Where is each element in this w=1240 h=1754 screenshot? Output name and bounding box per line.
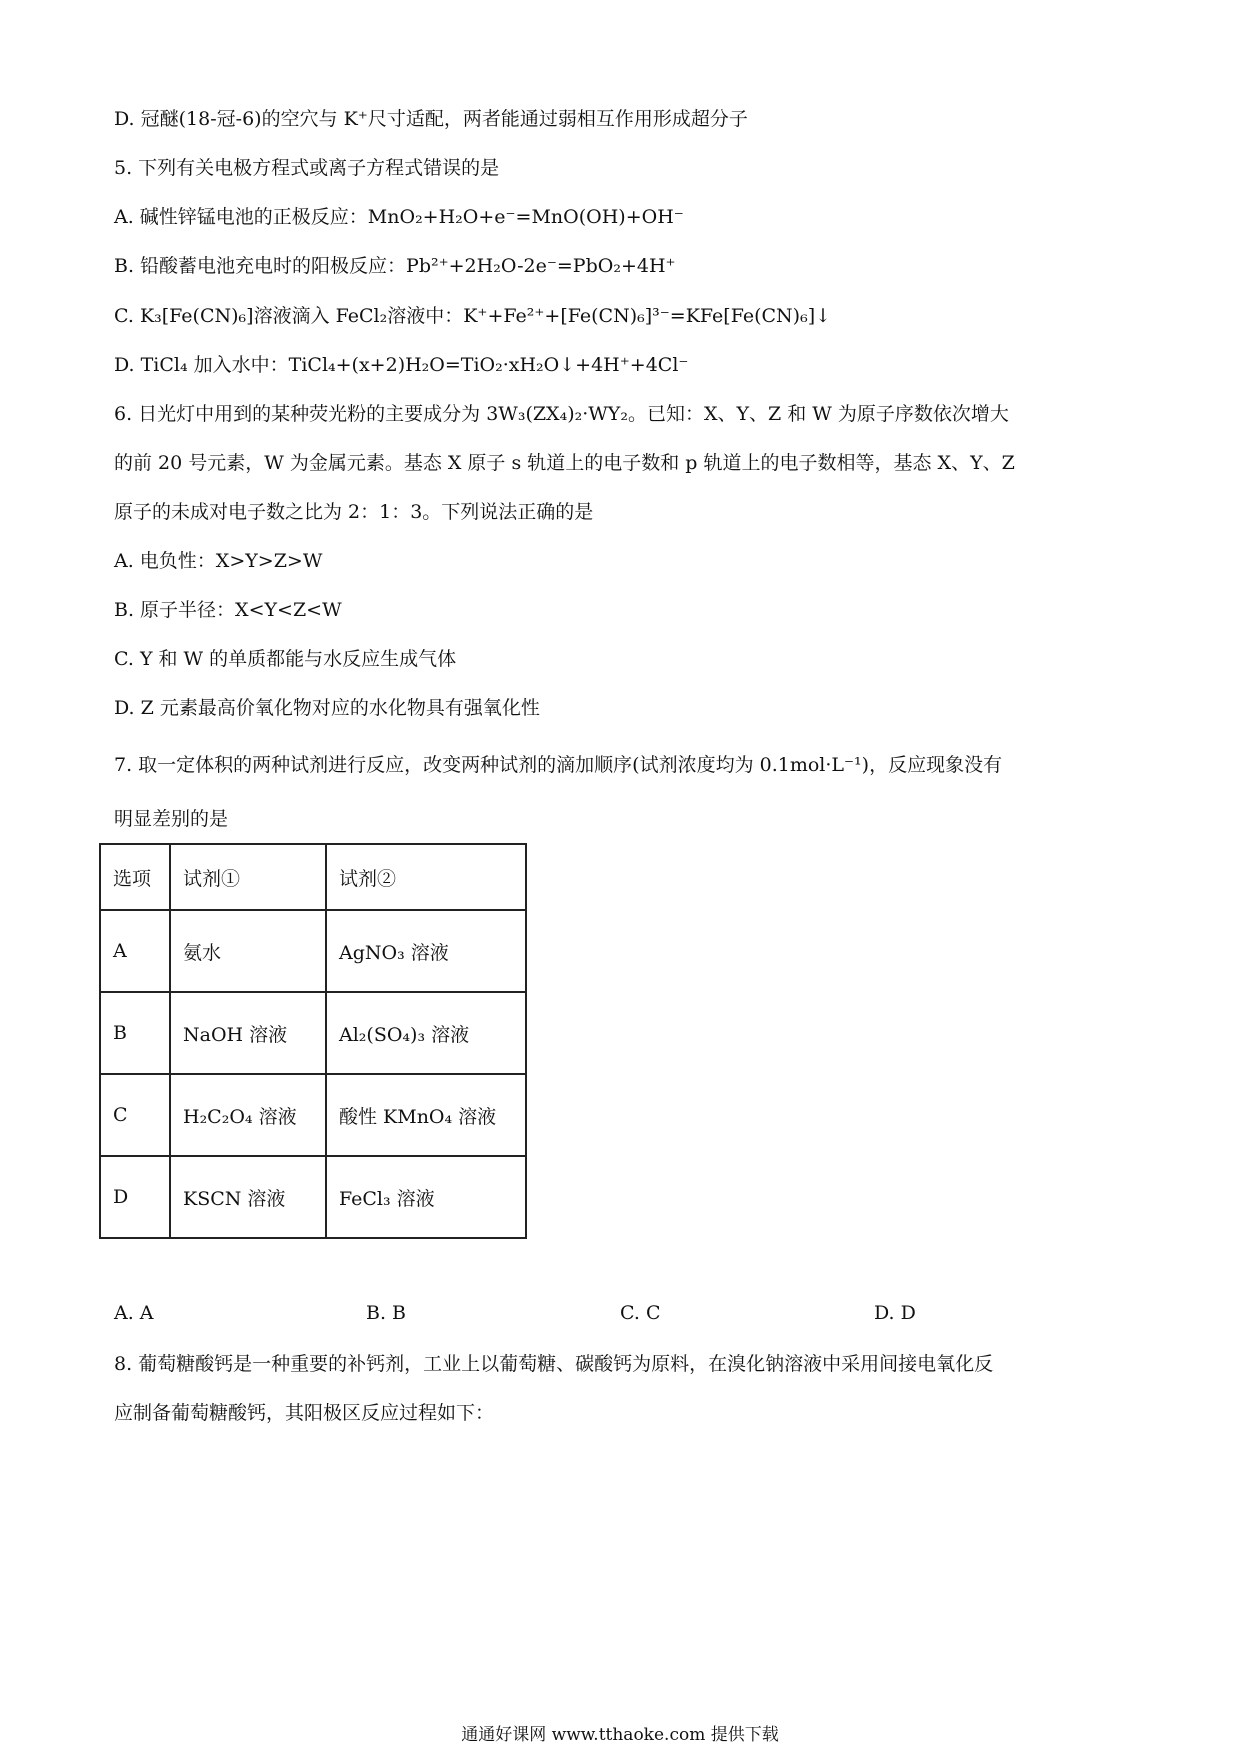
q7-option-c: C. C	[620, 1302, 661, 1324]
q8-stem-line-1: 8. 葡萄糖酸钙是一种重要的补钙剂，工业上以葡萄糖、碳酸钙为原料，在溴化钠溶液中采用间接电氧化反	[114, 1353, 994, 1375]
q7-stem-line-1: 7. 取一定体积的两种试剂进行反应，改变两种试剂的滴加顺序(试剂浓度均为 0.1mol·L⁻¹)，反应现象没有	[114, 754, 1003, 776]
cell-option: C	[100, 1074, 170, 1156]
table-row	[100, 1156, 526, 1238]
cell-reagent-2: FeCl₃ 溶液	[326, 1156, 526, 1238]
cell-option: B	[100, 992, 170, 1074]
cell-reagent-2: AgNO₃ 溶液	[326, 910, 526, 992]
q5-option-c: C. K₃[Fe(CN)₆]溶液滴入 FeCl₂溶液中：K⁺+Fe²⁺+[Fe(CN)₆]³⁻=KFe[Fe(CN)₆]↓	[114, 305, 832, 327]
header-reagent-2: 试剂②	[326, 844, 526, 910]
q7-option-d: D. D	[874, 1302, 916, 1324]
cell-reagent-1: NaOH 溶液	[170, 992, 326, 1074]
q6-stem-line-2: 的前 20 号元素，W 为金属元素。基态 X 原子 s 轨道上的电子数和 p 轨道上的电子数相等，基态 X、Y、Z	[114, 452, 1015, 474]
q7-options	[114, 1302, 1014, 1328]
q5-option-d: D. TiCl₄ 加入水中：TiCl₄+(x+2)H₂O=TiO₂·xH₂O↓+4H⁺+4Cl⁻	[114, 354, 689, 376]
q6-option-b: B. 原子半径：X<Y<Z<W	[114, 599, 342, 621]
q8-stem-line-2: 应制备葡萄糖酸钙，其阳极区反应过程如下：	[114, 1402, 495, 1424]
q5-option-a: A. 碱性锌锰电池的正极反应：MnO₂+H₂O+e⁻=MnO(OH)+OH⁻	[114, 206, 684, 228]
q6-stem-line-1: 6. 日光灯中用到的某种荧光粉的主要成分为 3W₃(ZX₄)₂·WY₂。已知：X、Y、Z 和 W 为原子序数依次增大	[114, 403, 1009, 425]
q6-option-a: A. 电负性：X>Y>Z>W	[114, 550, 323, 572]
cell-reagent-1: KSCN 溶液	[170, 1156, 326, 1238]
q5-stem: 5. 下列有关电极方程式或离子方程式错误的是	[114, 157, 500, 179]
cell-option: D	[100, 1156, 170, 1238]
header-option: 选项	[100, 844, 170, 910]
table-row	[100, 910, 526, 992]
table-header-row	[100, 844, 526, 910]
q6-option-d: D. Z 元素最高价氧化物对应的水化物具有强氧化性	[114, 697, 540, 719]
cell-reagent-2: Al₂(SO₄)₃ 溶液	[326, 992, 526, 1074]
q4-option-d: D. 冠醚(18-冠-6)的空穴与 K⁺尺寸适配，两者能通过弱相互作用形成超分子	[114, 108, 748, 130]
q6-option-c: C. Y 和 W 的单质都能与水反应生成气体	[114, 648, 457, 670]
cell-reagent-2: 酸性 KMnO₄ 溶液	[326, 1074, 526, 1156]
cell-option: A	[100, 910, 170, 992]
page-footer: 通通好课网 www.tthaoke.com 提供下载	[461, 1725, 779, 1745]
q7-option-b: B. B	[366, 1302, 407, 1324]
header-reagent-1: 试剂①	[170, 844, 326, 910]
table-row	[100, 992, 526, 1074]
q6-stem-line-3: 原子的未成对电子数之比为 2：1：3。下列说法正确的是	[114, 501, 594, 523]
reagent-table	[99, 843, 527, 1239]
q7-stem-line-2: 明显差别的是	[114, 808, 229, 830]
q5-option-b: B. 铅酸蓄电池充电时的阳极反应：Pb²⁺+2H₂O-2e⁻=PbO₂+4H⁺	[114, 255, 676, 277]
q7-option-a: A. A	[114, 1302, 154, 1324]
cell-reagent-1: 氨水	[170, 910, 326, 992]
cell-reagent-1: H₂C₂O₄ 溶液	[170, 1074, 326, 1156]
table-row	[100, 1074, 526, 1156]
